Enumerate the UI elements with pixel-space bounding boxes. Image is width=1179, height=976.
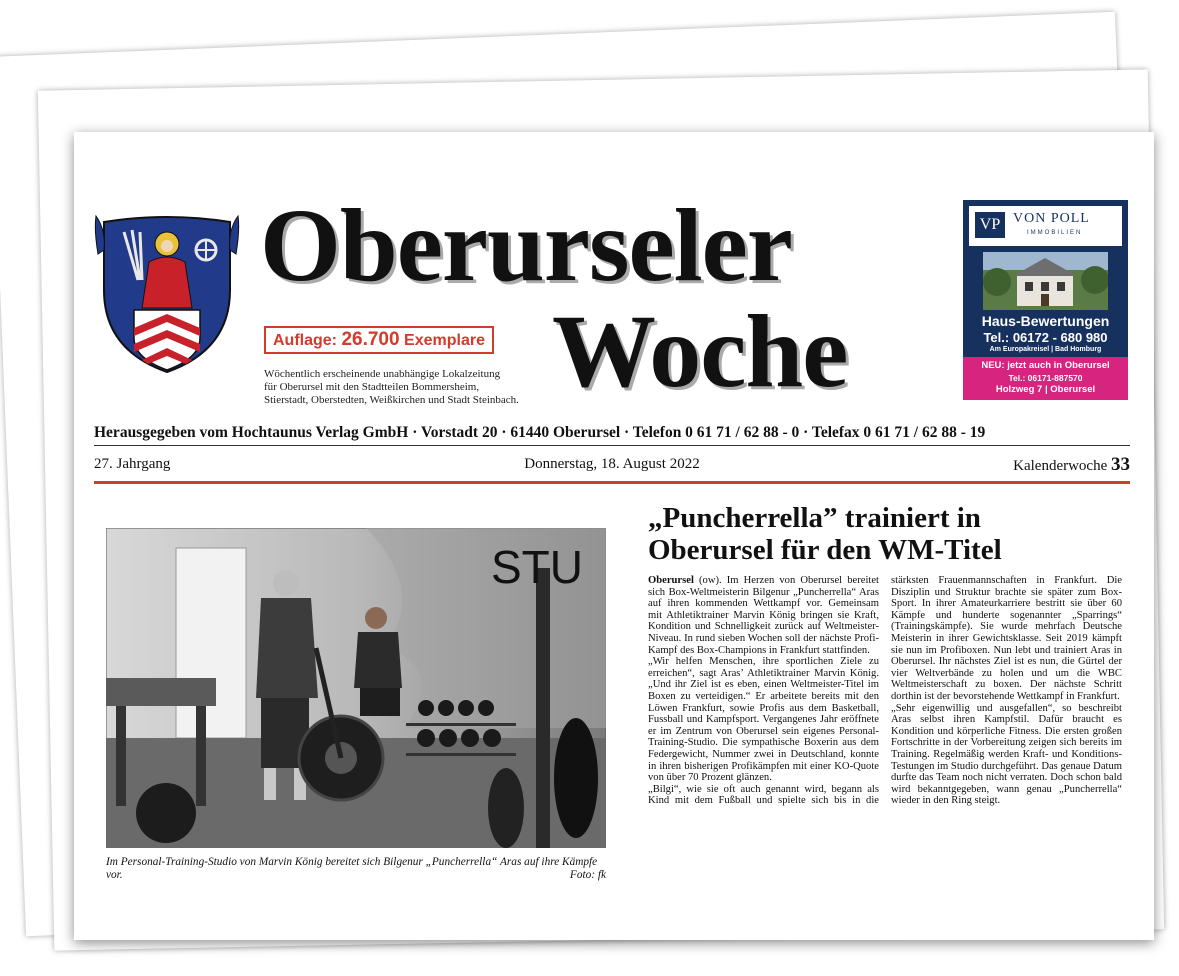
issue-date: Donnerstag, 18. August 2022: [524, 456, 700, 472]
ad-brand-sub: IMMOBILIEN: [1027, 230, 1083, 236]
accent-rule: [94, 481, 1130, 484]
tagline-line-1: Wöchentlich erscheinende unabhängige Lokalzeitung: [264, 368, 501, 380]
publisher-line: Herausgegeben vom Hochtaunus Verlag GmbH · Vorstadt 20 · 61440 Oberursel · Telefon 0 61 71 / 62 88 - 0 · Telefax 0 61 71 / 62 88 - 19: [94, 424, 986, 441]
ad-new-location-banner: [963, 357, 1128, 400]
house-photo: [983, 252, 1108, 310]
photo-caption: [106, 856, 606, 882]
ad-new-line2: Tel.: 06171-887570: [1008, 373, 1083, 383]
article-paragraph-4: „Sehr eigenwillig und ausgefallen“, so beschreibt Aras selbst ihren Kampfstil. Dafür braucht es Kondition und körperliche Fitness. Die ersten großen Fortschritte in der Vorbereitung zeigen sich bereits im Training. Regelmäßig werden Kraft- und Konditions-Testungen im Studio durchgeführt. Das genaue Datum durfte das Team noch nicht verraten. Doch schon bald wird bekanntgegeben, wann genau „Puncherrella“ wieder in den Ring steigt.: [891, 702, 1122, 807]
circulation-badge: [264, 326, 494, 354]
circulation-prefix: Auflage:: [273, 332, 337, 349]
article-headline: „Puncherrella” trainiert in Oberursel für den WM-Titel: [648, 502, 1002, 566]
studio-sign-text: STU: [491, 541, 583, 593]
masthead-tagline: [264, 368, 554, 407]
issue-dateline: [94, 454, 1130, 476]
ad-address: Am Europakreisel | Bad Homburg: [989, 346, 1102, 353]
ad-logo: [969, 206, 1122, 246]
issue-week: [1013, 454, 1130, 476]
circulation-value: 26.700: [341, 329, 400, 350]
ad-new-line3: Holzweg 7 | Oberursel: [995, 384, 1096, 395]
divider-rule: [94, 445, 1130, 446]
real-estate-advertisement[interactable]: [963, 200, 1128, 400]
issue-year: 27. Jahrgang: [94, 456, 171, 472]
article-dateline: Oberursel: [648, 575, 694, 586]
article-paragraph-1: [648, 575, 879, 656]
masthead-title-line2: Woche: [552, 294, 848, 409]
tagline-line-2: für Oberursel mit den Stadtteilen Bommersheim,: [264, 381, 480, 393]
coat-of-arms-icon: [94, 210, 240, 378]
ad-brand: VON POLL: [1013, 211, 1090, 226]
photo-caption-text: Im Personal-Training-Studio von Marvin König bereitet sich Bilgenur „Puncherrella“ Aras auf ihre Kämpfe vor.: [106, 856, 598, 881]
article-paragraph-1-text: (ow). Im Herzen von Oberursel bereitet sich Box-Weltmeisterin Bilgenur „Puncherrella“ Aras auf ihren kommenden Wettkampf vor. Gemeinsam mit Athletiktrainer Marvin König bringen sie Kraft, Kondition und Schnelligkeit zurück auf Weltmeister-Niveau. In rund sieben Wochen soll der nächste Profi-Kampf des Box-Champions in Frankfurt stattfinden.: [648, 575, 879, 656]
ad-headline: Haus-Bewertungen: [981, 313, 1110, 329]
article-body: [648, 575, 1122, 807]
masthead-title-line1: Oberurseler: [260, 188, 792, 303]
article-paragraph-2: „Wir helfen Menschen, ihre sportlichen Ziele zu erreichen“, sagt Aras’ Athletiktrainer Marvin König. „Und ihr Ziel ist es eben, einen Weltmeister-Titel im Boxen zu verteidigen.“ Er arbeitete bereits mit den Löwen Frankfurt, sowie Profis aus dem Basketball, Fussball und Kampfsport. Vergangenes Jahr eröffnete er im Zentrum von Oberursel sein eigenes Personal-Training-Studio. Die sympathische Boxerin aus dem Federgewicht, Nummer zwei in Deutschland, konnte in ihren bisherigen Profikämpfen mit einer KO-Quote von über 70 Prozent glänzen.: [648, 656, 879, 784]
vp-logo-mark: VP: [975, 212, 1005, 238]
ad-new-line1: NEU: jetzt auch in Oberursel: [981, 360, 1110, 371]
ad-phone: Tel.: 06172 - 680 980: [983, 330, 1108, 345]
photo-credit: Foto: fk: [569, 869, 606, 881]
newspaper-front-page: [74, 132, 1154, 940]
tagline-line-3: Stierstadt, Oberstedten, Weißkirchen und Stadt Steinbach.: [264, 394, 519, 406]
article-paragraph-3: „Bilgi“, wie sie oft auch genannt wird, begann als Kind mit dem Fußball und spielte sich bis in die stärksten Frauenmannschaften in Frankfurt. Die Disziplin und Struktur brachte sie später zum Box-Sport. In ihrer Amateurkarriere bestritt sie über 60 Kämpfe und hunderte sogenannter „Sparrings“ (Trainingskämpfe). Sie wurde mehrfach Deutsche Meisterin in ihrer Gewichtsklasse. Seit 2019 kämpft sie nun im Profiboxen. Nun lebt und trainiert Aras in Oberursel. Ihr nächstes Ziel ist es nun, die Gürtel der vier Weltverbände zu holen und um die WBC Weltmeisterschaft zu boxen. Der nächste Schritt dorthin ist der bevorstehende Wettkampf in Frankfurt.: [648, 575, 1122, 807]
week-number: 33: [1111, 454, 1130, 475]
article-photo: [106, 528, 606, 848]
week-label: Kalenderwoche: [1013, 458, 1108, 474]
circulation-suffix: Exemplare: [404, 332, 485, 349]
